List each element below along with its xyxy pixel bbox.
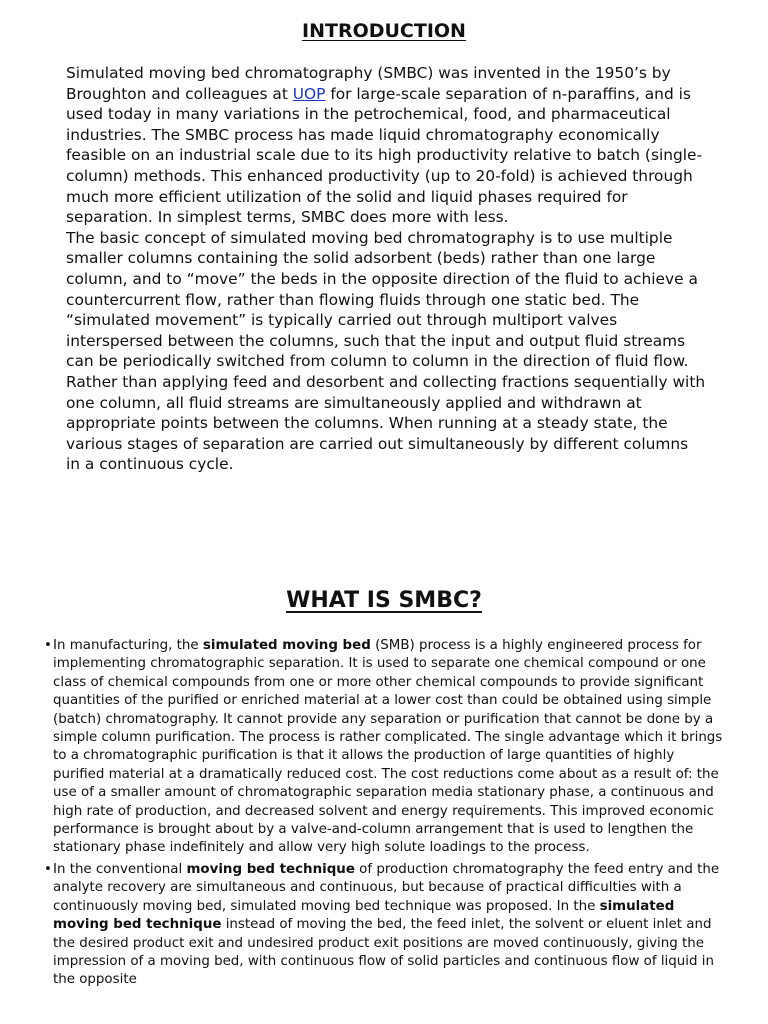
bullet-marker: •	[44, 861, 52, 877]
smbc-bullet-list	[44, 637, 724, 993]
smbc-bullet-1	[44, 637, 724, 858]
what-is-smbc-heading: WHAT IS SMBC?	[286, 588, 482, 613]
bullet-2-term-1: moving bed technique	[186, 861, 355, 877]
introduction-body	[66, 63, 706, 475]
introduction-paragraph-1	[66, 63, 706, 228]
bullet-marker: •	[44, 638, 52, 653]
bullet-1-body: (SMB) process is a highly engineered process for implementing chromatographic separation. It is used to separate one chemical compound or one class of chemical compounds from one or more other chemical compounds to provide significant quantities of the purified or enriched material at a lower cost than could be obtained using simple (batch) chromatography. It cannot provide any separation or purification that cannot be done by a simple column purification. The process is rather complicated. The single advantage which it brings to a chromatographic purification is that it allows the production of large quantities of highly purified material at a dramatically reduced cost. The cost reductions come about as a result of: the use of a smaller amount of chromatographic separation media stationary phase, a continuous and high rate of production, and decreased solvent and energy requirements. This improved economic performance is brought about by a valve-and-column arrangement that is used to lengthen the stationary phase indefinitely and allow very high solute loadings to the process.	[53, 638, 723, 856]
intro-text-before-link: Simulated moving bed chromatography (SMBC) was invented in the 1950’s by Broughton and colleagues at	[66, 64, 671, 103]
bullet-2-middle: of production chromatography the feed entry and the analyte recovery are simultaneous and continuous, but because of practical difficulties with a continuously moving bed, simulated moving bed technique was proposed. In the	[53, 861, 720, 914]
bullet-2-text	[53, 861, 724, 990]
bullet-1-lead: In manufacturing, the	[53, 638, 203, 653]
bullet-1-text	[53, 637, 724, 858]
introduction-paragraph-2: The basic concept of simulated moving bed chromatography is to use multiple smaller columns containing the solid adsorbent (beds) rather than one large column, and to “move” the beds in the opposite direction of the fluid to achieve a countercurrent flow, rather than flowing fluids through one static bed. The “simulated movement” is typically carried out through multiport valves interspersed between the columns, such that the input and output fluid streams can be periodically switched from column to column in the direction of fluid flow. Rather than applying feed and desorbent and collecting fractions sequentially with one column, all fluid streams are simultaneously applied and withdrawn at appropriate points between the columns. When running at a steady state, the various stages of separation are carried out simultaneously by different columns in a continuous cycle.	[66, 228, 706, 474]
bullet-1-term: simulated moving bed	[202, 638, 371, 653]
bullet-2-term-2: simulated moving bed technique	[53, 898, 675, 933]
intro-text-after-link: for large-scale separation of n-paraffins, and is used today in many variations in the petrochemical, food, and pharmaceutical industries. The SMBC process has made liquid chromatography economically feasible on an industrial scale due to its high productivity relative to batch (single-column) methods. This enhanced productivity (up to 20-fold) is achieved through much more efficient utilization of the solid and liquid phases required for separation. In simplest terms, SMBC does more with less.	[66, 84, 703, 227]
introduction-heading: INTRODUCTION	[302, 20, 466, 42]
bullet-2-lead: In the conventional	[53, 861, 187, 877]
smbc-bullet-2	[44, 861, 724, 990]
bullet-2-body: instead of moving the bed, the feed inlet, the solvent or eluent inlet and the desired product exit and undesired product exit positions are moved continuously, giving the impression of a moving bed, with continuous flow of solid particles and continuous flow of liquid in the opposite	[53, 917, 714, 988]
uop-link[interactable]: UOP	[292, 84, 326, 103]
